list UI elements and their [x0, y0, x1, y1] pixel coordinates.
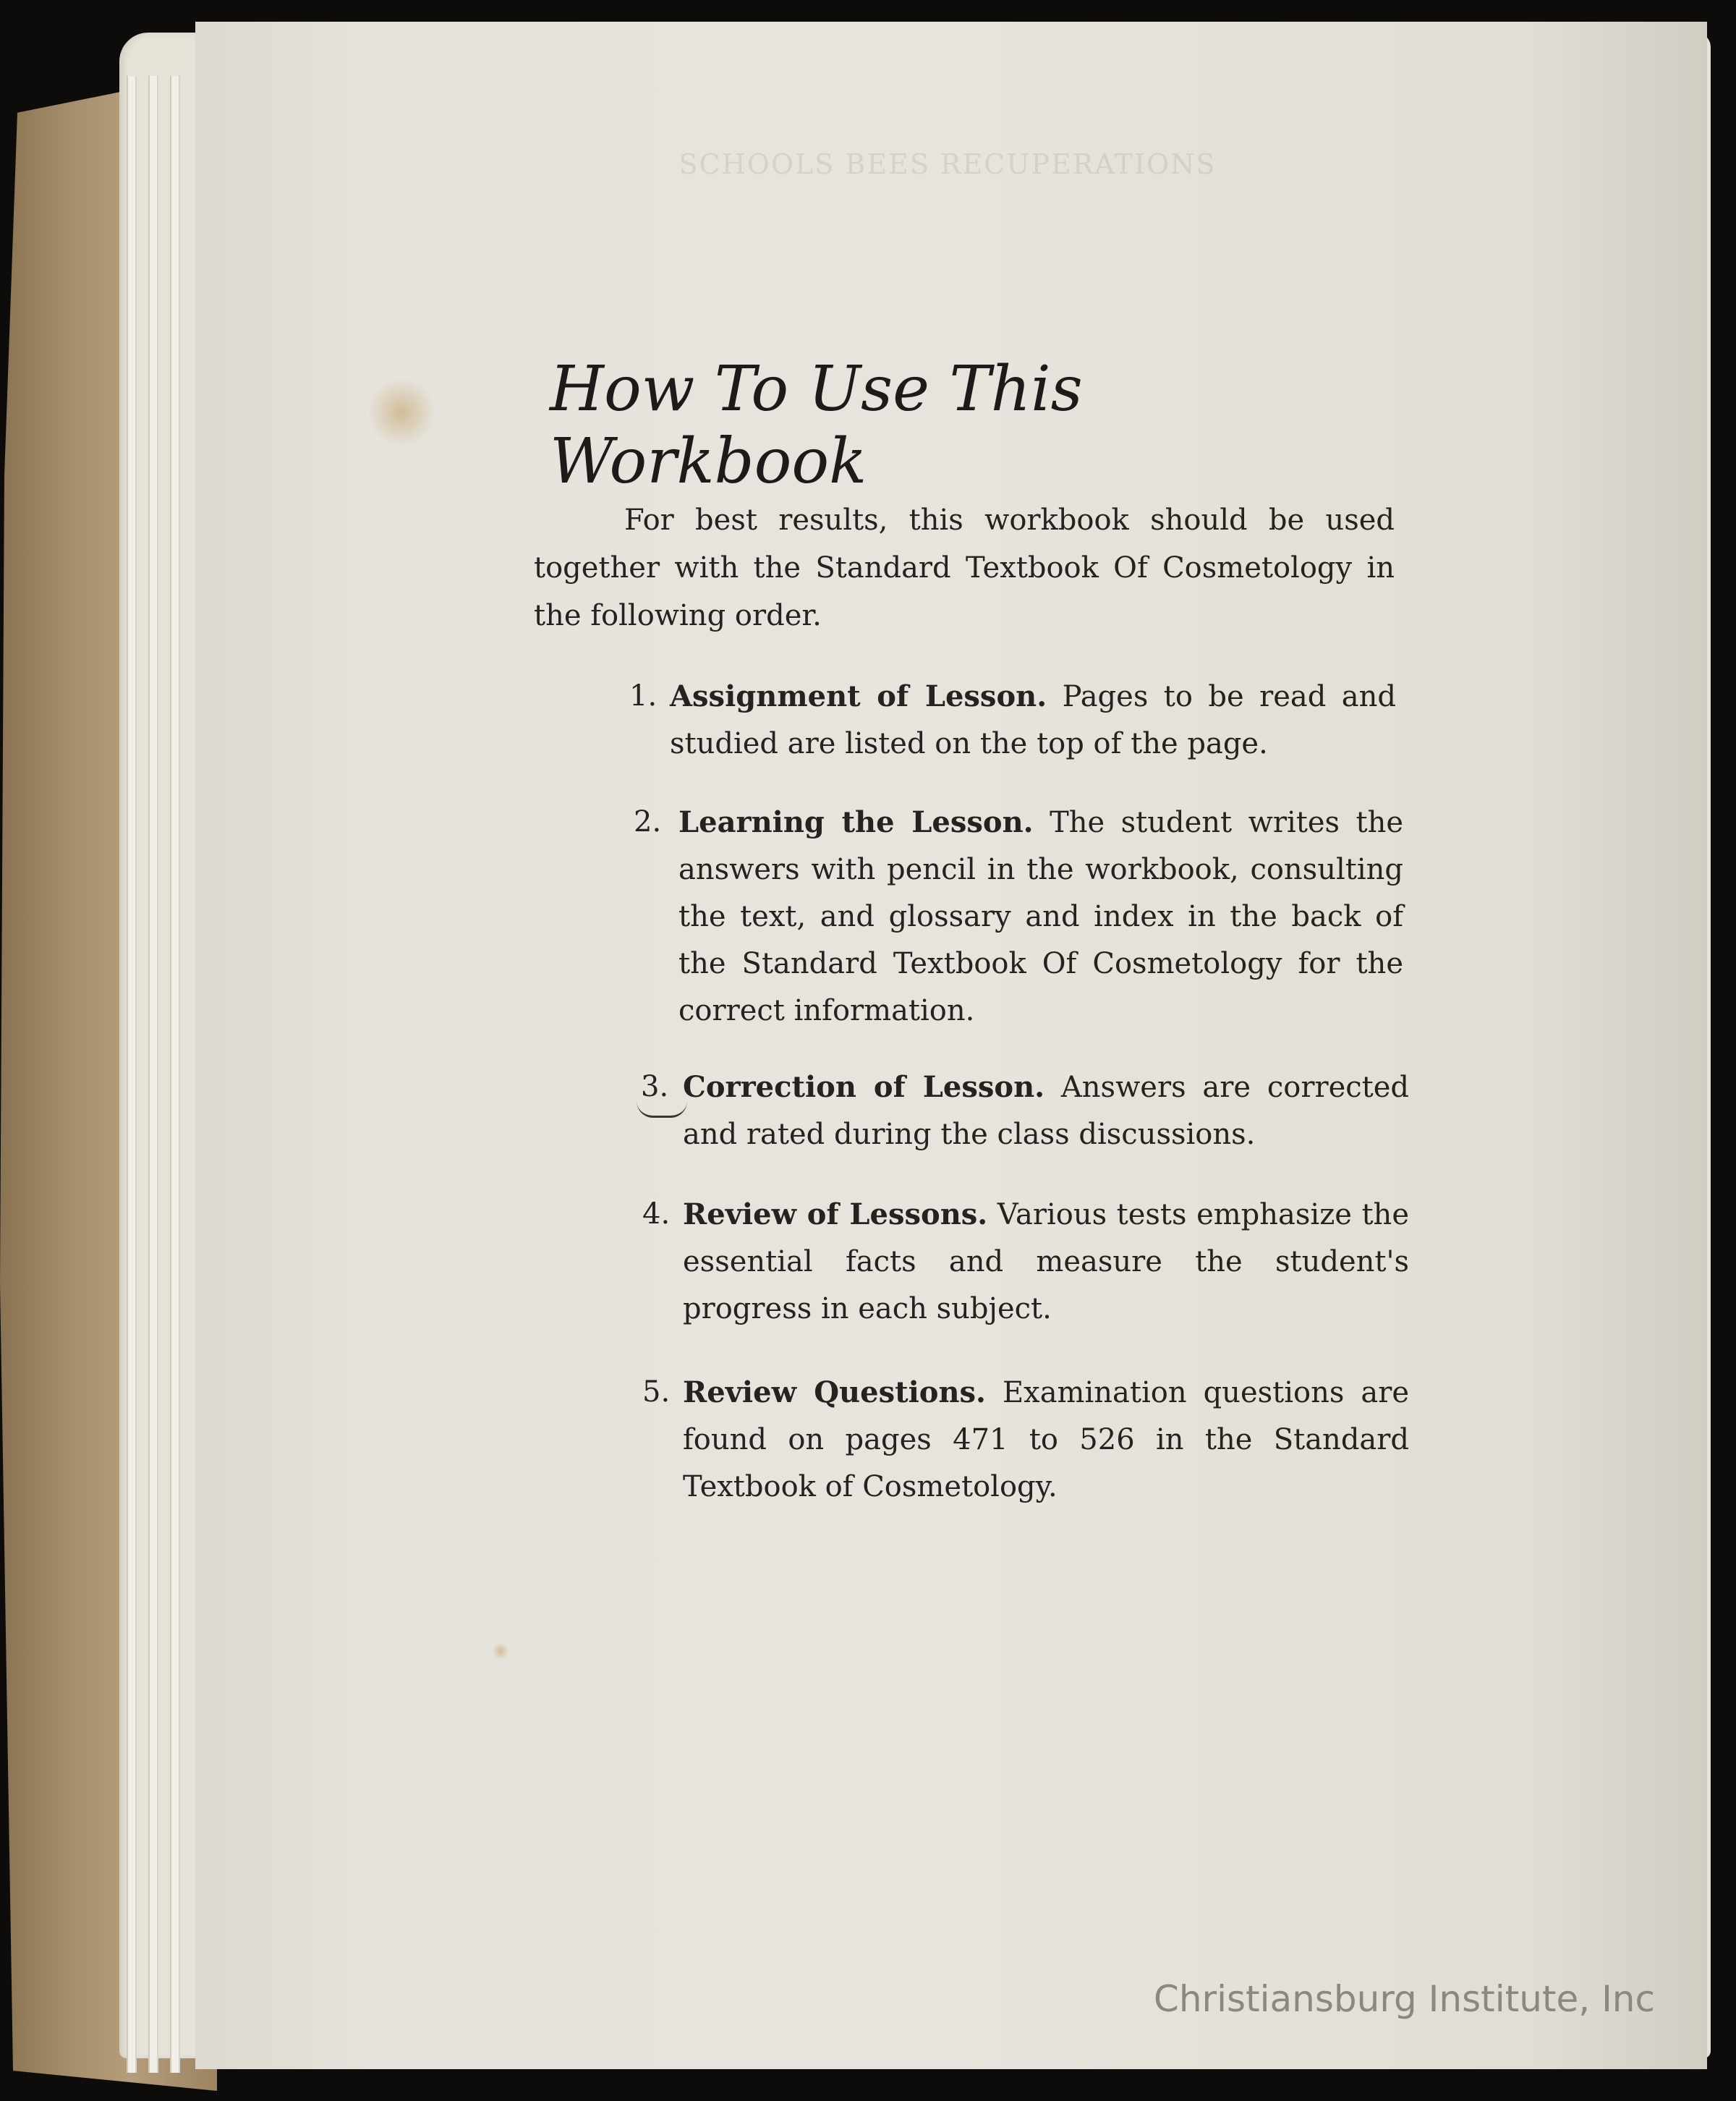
page-stain — [369, 376, 434, 449]
step-heading: Learning the Lesson. — [678, 805, 1034, 839]
step-number: 1. — [629, 679, 658, 713]
step-text: Pages to be read and studied are listed on the top of the page. — [670, 680, 1396, 760]
step-body — [670, 673, 1396, 768]
watermark: Christiansburg Institute, Inc — [1153, 1978, 1655, 2020]
step-heading: Review Questions. — [683, 1375, 986, 1409]
bleed-through-header: SCHOOLS BEES RECUPERATIONS — [678, 148, 1217, 180]
step-heading: Review of Lessons. — [683, 1197, 988, 1231]
step-number: 3. — [641, 1070, 669, 1103]
step-number: 2. — [634, 805, 662, 839]
step-body — [678, 799, 1403, 1035]
step-text: Answers are corrected and rated during the class discussions. — [683, 1071, 1409, 1151]
step-text: Examination questions are found on pages 471 to 526 in the Standard Textbook of Cosmetology. — [683, 1376, 1409, 1503]
intro-paragraph: For best results, this workbook should be used together with the Standard Textbook Of Cosmetology in the following order. — [534, 504, 1395, 632]
step-body — [683, 1191, 1409, 1333]
page-edge — [170, 76, 180, 2073]
page-title: How To Use This Workbook — [550, 353, 1083, 498]
step-text: Various tests emphasize the essential facts and measure the student's progress in each subject. — [683, 1198, 1409, 1325]
page-stain — [492, 1642, 509, 1660]
page-edge — [127, 76, 137, 2073]
step-heading: Correction of Lesson. — [683, 1070, 1045, 1104]
page-edge — [148, 76, 158, 2073]
workbook-page — [195, 22, 1707, 2069]
step-number: 5. — [642, 1375, 671, 1409]
step-text: The student writes the answers with pencil in the workbook, consulting the text, and glossary and index in the back of the Standard Textbook Of Cosmetology for the correct information. — [678, 806, 1404, 1027]
step-body — [683, 1064, 1409, 1158]
step-number: 4. — [642, 1197, 671, 1231]
step-heading: Assignment of Lesson. — [670, 679, 1047, 713]
step-body — [683, 1369, 1409, 1511]
